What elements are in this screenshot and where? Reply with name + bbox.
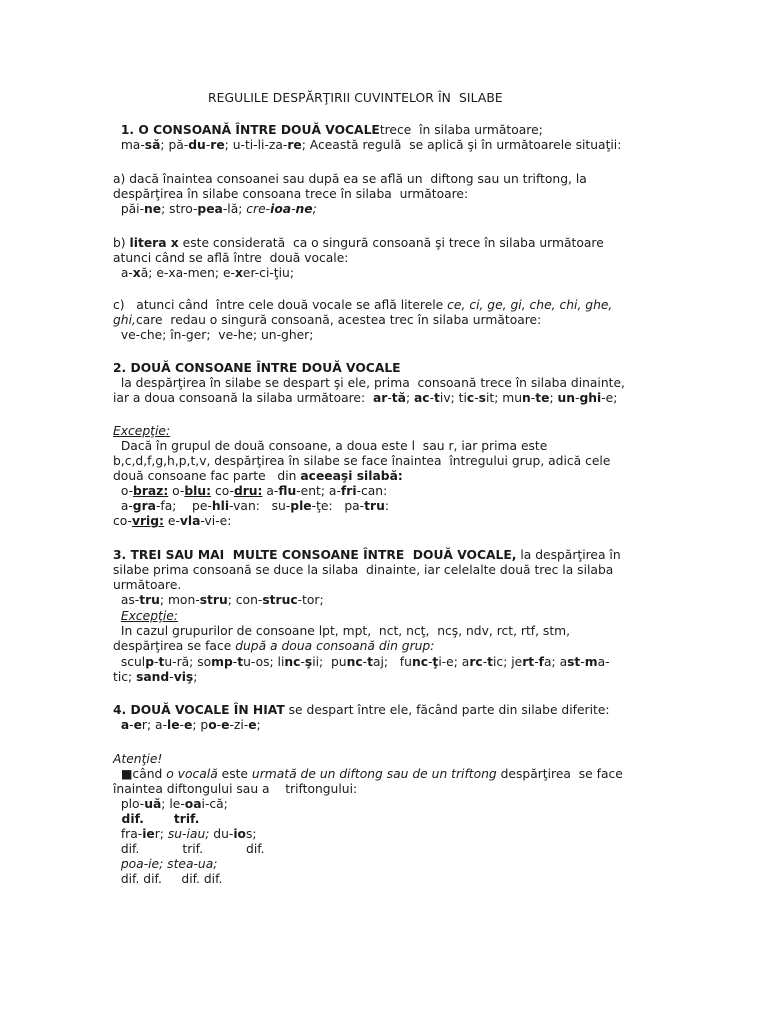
- text-segment: -: [169, 670, 174, 684]
- text-segment: ;: [256, 718, 261, 732]
- text-segment: -: [205, 138, 211, 152]
- text-segment: ş: [304, 655, 313, 669]
- text-segment: ie: [142, 827, 155, 841]
- text-segment: la despărţirea în: [516, 548, 621, 562]
- text-line: [113, 670, 197, 685]
- document-title: REGULILE DESPĂRŢIRII CUVINTELOR ÎN SILABE: [208, 91, 503, 105]
- text-segment: e: [248, 718, 257, 732]
- text-segment: tic;: [113, 670, 137, 684]
- text-segment: -: [291, 202, 296, 216]
- text-segment: gra: [132, 499, 156, 513]
- text-segment: tru: [139, 593, 160, 607]
- text-segment: b,c,d,f,g,h,p,t,v, despărţirea în silabe se face înaintea întregului grup, adică cele: [113, 454, 611, 468]
- text-segment: st: [567, 655, 581, 669]
- text-line: [113, 439, 547, 454]
- text-line: [113, 857, 217, 872]
- text-segment: co-: [211, 484, 234, 498]
- text-segment: e: [184, 718, 193, 732]
- text-segment: -ţe: pa-: [311, 499, 365, 513]
- text-segment: ;: [193, 670, 198, 684]
- text-segment: o-: [113, 484, 134, 498]
- text-segment: silabe prima consoană se duce la silaba dinainte, iar celelalte două trec la silaba: [113, 563, 614, 577]
- text-line: [113, 872, 222, 887]
- text-segment: Excepţie:: [113, 424, 171, 438]
- text-segment: -lă;: [222, 202, 247, 216]
- text-segment: cre-: [246, 202, 271, 216]
- text-segment: -: [482, 655, 488, 669]
- text-segment: ghi: [579, 391, 602, 405]
- text-segment: du: [188, 138, 206, 152]
- text-line: [113, 827, 257, 842]
- text-segment: ma-: [113, 138, 145, 152]
- text-segment: 1. O CONSOANĂ ÎNTRE DOUĂ VOCALE: [120, 123, 380, 137]
- text-segment: după a doua consoană din grup:: [235, 639, 435, 653]
- text-line: [113, 328, 313, 343]
- text-segment: u-os; li: [243, 655, 285, 669]
- text-line: [113, 593, 324, 608]
- text-segment: este considerată ca o singură consoană şi trece în silaba următoare: [178, 236, 604, 250]
- text-segment: -: [362, 655, 368, 669]
- text-segment: ic; je: [493, 655, 523, 669]
- text-segment: despărţirea se face: [496, 767, 623, 781]
- text-segment: nc: [411, 655, 428, 669]
- text-segment: re: [210, 138, 225, 152]
- text-segment: se despart între ele, făcând parte din silabe diferite:: [284, 703, 610, 717]
- text-segment: c) atunci când între cele două vocale se află literele: [113, 298, 448, 312]
- text-line: [113, 202, 317, 217]
- text-segment: -: [575, 391, 580, 405]
- text-segment: ce, ci, ge, gi, che, chi, ghe,: [447, 298, 613, 312]
- text-segment: a: [120, 718, 130, 732]
- text-segment: u-ră; so: [164, 655, 212, 669]
- text-segment: -: [216, 718, 222, 732]
- text-segment: Dacă în grupul de două consoane, a doua este l sau r, iar prima este: [113, 439, 548, 453]
- text-segment: s;: [246, 827, 257, 841]
- text-segment: ; mon-: [159, 593, 200, 607]
- text-segment: 4. DOUĂ VOCALE ÎN HIAT: [113, 703, 285, 717]
- text-segment: dif. dif. dif. dif.: [113, 872, 223, 886]
- text-segment: poa-ie; stea-ua;: [120, 857, 218, 871]
- text-segment: -: [474, 391, 479, 405]
- text-segment: braz:: [133, 484, 169, 498]
- text-segment: a-: [113, 499, 133, 513]
- text-line: [113, 123, 543, 138]
- text-line: [113, 236, 604, 251]
- text-segment: ;: [312, 202, 317, 216]
- text-segment: t: [434, 391, 440, 405]
- text-line: [113, 639, 434, 654]
- text-segment: t: [487, 655, 494, 669]
- text-segment: -: [129, 718, 134, 732]
- text-segment: nc: [284, 655, 301, 669]
- text-segment: ;: [549, 391, 558, 405]
- text-line: [113, 514, 231, 529]
- text-segment: ; pă-: [160, 138, 189, 152]
- text-segment: scul: [113, 655, 146, 669]
- text-segment: aj; fu: [372, 655, 412, 669]
- text-segment: -: [154, 655, 159, 669]
- text-segment: ;: [405, 391, 414, 405]
- text-line: [113, 578, 181, 593]
- text-segment: p: [145, 655, 155, 669]
- text-segment: ■când: [113, 767, 167, 781]
- text-segment: ioa: [270, 202, 292, 216]
- text-segment: -: [534, 655, 539, 669]
- text-segment: ii; pu: [312, 655, 347, 669]
- text-segment: hli: [211, 499, 230, 513]
- text-segment: urmată de un diftong sau de un triftong: [251, 767, 497, 781]
- text-segment: a; a: [543, 655, 568, 669]
- text-segment: înaintea diftongului sau a triftongului:: [113, 782, 358, 796]
- text-segment: fri: [340, 484, 357, 498]
- text-line: [113, 424, 170, 439]
- text-segment: io: [233, 827, 247, 841]
- text-segment: ă; e-xa-men; e-: [140, 266, 235, 280]
- text-segment: t: [237, 655, 244, 669]
- text-segment: c: [466, 391, 475, 405]
- text-segment: dif. trif.: [113, 812, 200, 826]
- text-segment: tru: [364, 499, 385, 513]
- text-segment: flu: [278, 484, 297, 498]
- text-line: [113, 376, 625, 391]
- text-segment: oa: [184, 797, 202, 811]
- text-segment: t: [367, 655, 373, 669]
- text-segment: pea: [197, 202, 223, 216]
- text-segment: x: [234, 266, 243, 280]
- text-segment: două consoane fac parte din: [113, 469, 301, 483]
- text-segment: 3. TREI SAU MAI MULTE CONSOANE ÎNTRE DOUĂ VOCALE,: [113, 548, 517, 562]
- text-segment: dif. trif. dif.: [113, 842, 265, 856]
- text-segment: t: [158, 655, 165, 669]
- text-line: [113, 703, 610, 718]
- text-segment: rc: [469, 655, 483, 669]
- text-segment: ; p: [192, 718, 209, 732]
- text-segment: -: [427, 655, 433, 669]
- text-segment: ple: [290, 499, 312, 513]
- text-segment: tă: [391, 391, 406, 405]
- text-segment: ; Această regulă se aplică şi în următoarele situaţii:: [301, 138, 622, 152]
- text-segment: du-: [209, 827, 234, 841]
- text-segment: ve-che; în-ger; ve-he; un-gher;: [113, 328, 314, 342]
- text-segment: a-: [597, 655, 610, 669]
- text-segment: ar: [372, 391, 388, 405]
- text-segment: ne: [295, 202, 313, 216]
- text-line: [113, 266, 294, 281]
- text-line: [113, 172, 587, 187]
- text-segment: 2. DOUĂ CONSOANE ÎNTRE DOUĂ VOCALE: [113, 361, 401, 375]
- text-segment: fra-: [113, 827, 143, 841]
- text-line: [113, 454, 610, 469]
- text-line: [113, 655, 610, 670]
- text-segment: -: [179, 718, 185, 732]
- text-line: [113, 469, 403, 484]
- text-line: [113, 313, 541, 328]
- text-segment: ; u-ti-li-za-: [224, 138, 288, 152]
- text-segment: -: [387, 391, 392, 405]
- text-segment: a-: [262, 484, 279, 498]
- text-segment: aceeaşi silabă:: [300, 469, 403, 483]
- text-segment: -van: su-: [229, 499, 291, 513]
- text-segment: su-iau;: [167, 827, 210, 841]
- text-segment: ; le-: [161, 797, 185, 811]
- text-line: [113, 812, 199, 827]
- text-segment: s: [478, 391, 486, 405]
- text-line: [113, 361, 401, 376]
- text-line: [113, 499, 389, 514]
- text-segment: stru: [199, 593, 228, 607]
- text-line: [113, 187, 468, 202]
- text-line: [113, 752, 162, 767]
- text-segment: [113, 123, 121, 137]
- text-segment: următoare.: [113, 578, 182, 592]
- text-segment: atunci când se află între două vocale:: [113, 251, 349, 265]
- text-segment: rt: [522, 655, 535, 669]
- text-line: [113, 548, 621, 563]
- text-segment: este: [217, 767, 252, 781]
- text-segment: le: [167, 718, 180, 732]
- text-segment: e-: [163, 514, 180, 528]
- text-segment: să: [144, 138, 161, 152]
- text-segment: nc: [346, 655, 363, 669]
- text-line: [113, 138, 621, 153]
- text-segment: -tor;: [297, 593, 324, 607]
- text-segment: iar a doua consoană la silaba următoare:: [113, 391, 373, 405]
- text-segment: b): [113, 236, 130, 250]
- text-line: [113, 797, 228, 812]
- text-segment: uă: [144, 797, 162, 811]
- text-segment: vrig:: [131, 514, 164, 528]
- text-segment: -fa; pe-: [155, 499, 212, 513]
- text-segment: o-: [168, 484, 185, 498]
- text-segment: trece în silaba următoare;: [379, 123, 543, 137]
- text-segment: [113, 609, 121, 623]
- text-line: [113, 782, 357, 797]
- text-segment: ac: [414, 391, 430, 405]
- text-line: [113, 624, 570, 639]
- text-line: [113, 767, 623, 782]
- text-segment: ţ: [432, 655, 439, 669]
- text-segment: litera x: [129, 236, 179, 250]
- text-segment: -ent; a-: [296, 484, 341, 498]
- text-segment: te: [535, 391, 550, 405]
- text-line: [113, 391, 617, 406]
- text-segment: -: [429, 391, 435, 405]
- text-line: [113, 251, 348, 266]
- text-segment: ; stro-: [161, 202, 198, 216]
- text-segment: care redau o singură consoană, acestea trec în silaba următoare:: [135, 313, 542, 327]
- text-segment: Atenţie!: [113, 752, 163, 766]
- text-line: [113, 718, 261, 733]
- text-segment: despărţirea se face: [113, 639, 236, 653]
- text-segment: re: [287, 138, 302, 152]
- text-segment: e: [221, 718, 230, 732]
- text-line: [113, 842, 265, 857]
- text-line: [113, 609, 178, 624]
- text-line: [113, 484, 387, 499]
- text-segment: plo-: [113, 797, 145, 811]
- text-segment: :: [384, 499, 389, 513]
- text-segment: despărţirea în silabe consoana trece în silaba următoare:: [113, 187, 469, 201]
- text-segment: r; a-: [141, 718, 168, 732]
- text-segment: viş: [173, 670, 194, 684]
- text-segment: ghi,: [113, 313, 136, 327]
- text-segment: e: [133, 718, 142, 732]
- text-segment: vla: [179, 514, 201, 528]
- text-segment: la despărţirea în silabe se despart şi ele, prima consoană trece în silaba dinainte,: [113, 376, 625, 390]
- text-segment: mp: [211, 655, 233, 669]
- text-segment: -e;: [601, 391, 618, 405]
- text-segment: -: [300, 655, 305, 669]
- text-segment: ; con-: [227, 593, 263, 607]
- text-segment: ne: [144, 202, 162, 216]
- text-segment: m: [584, 655, 598, 669]
- text-segment: a-: [113, 266, 133, 280]
- text-segment: it; mu: [485, 391, 523, 405]
- text-segment: struc: [262, 593, 298, 607]
- text-segment: o vocală: [166, 767, 218, 781]
- text-segment: a) dacă înaintea consoanei sau după ea se află un diftong sau un triftong, la: [113, 172, 587, 186]
- text-segment: f: [538, 655, 544, 669]
- text-segment: [113, 718, 121, 732]
- text-segment: In cazul grupurilor de consoane lpt, mpt, nct, ncţ, ncş, ndv, rct, rtf, stm,: [113, 624, 571, 638]
- text-segment: n: [522, 391, 531, 405]
- text-segment: -vi-e:: [200, 514, 232, 528]
- text-segment: un: [557, 391, 576, 405]
- text-segment: [113, 857, 121, 871]
- text-line: [113, 298, 612, 313]
- text-segment: iv; ti: [439, 391, 467, 405]
- text-segment: i-că;: [201, 797, 228, 811]
- text-segment: o: [208, 718, 217, 732]
- text-segment: păi-: [113, 202, 145, 216]
- text-segment: sand: [136, 670, 170, 684]
- text-segment: -: [580, 655, 585, 669]
- text-segment: dru:: [233, 484, 263, 498]
- text-segment: -can:: [356, 484, 388, 498]
- text-segment: -: [530, 391, 536, 405]
- text-segment: blu:: [184, 484, 212, 498]
- text-segment: -zi-: [229, 718, 249, 732]
- text-segment: co-: [113, 514, 132, 528]
- text-segment: er-ci-ţiu;: [242, 266, 294, 280]
- text-line: [113, 563, 613, 578]
- text-segment: i-e; a: [438, 655, 470, 669]
- text-segment: as-: [113, 593, 140, 607]
- text-segment: Excepţie:: [120, 609, 178, 623]
- text-segment: -: [232, 655, 238, 669]
- text-segment: x: [132, 266, 141, 280]
- text-segment: r;: [154, 827, 168, 841]
